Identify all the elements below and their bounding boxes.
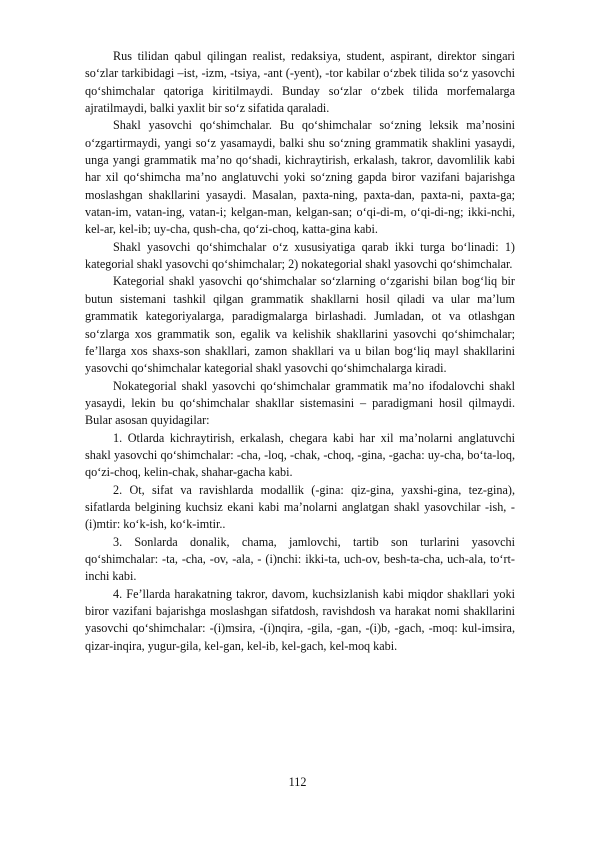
list-item-nouns: 1. Otlarda kichraytirish, erkalash, chegara kabi har xil ma’nolarni anglatuvchi shakl yasovchi qo‘shimchalar: -cha, -loq, -chak, -choq, -gina, -gacha: uy-cha, bo‘ta-loq, qo‘zi-choq, kelin-chak, shahar-gacha kabi.: [85, 430, 515, 480]
list-item-verbs: 4. Fe’llarda harakatning takror, davom, kuchsizlanish kabi miqdor shakllari yoki biror vazifani bajarishga moslashgan sifatdosh, ravishdosh va harakat nomi shakllarini yasovchi qo‘shimchalar: -(i)msira, -(i)nqira, -gila, -gan, -(i)b, -gach, -moq: kul-imsira, qizar-inqira, yugur-gila, kel-gan, kel-ib, kel-gach, kel-moq kabi.: [85, 586, 515, 653]
paragraph-noncategorial-suffixes: Nokategorial shakl yasovchi qo‘shimchalar grammatik ma’no ifodalovchi shakl yasaydi, lekin bu qo‘shimchalar shakllar sistemasini – paradigmani hosil qilmaydi. Bular asosan quyidagilar:: [85, 378, 515, 428]
paragraph-categorial-suffixes: Kategorial shakl yasovchi qo‘shimchalar so‘zlarning o‘zgarishi bilan bog‘liq bir butun sistemani tashkil qilgan grammatik shakllarni hosil qiladi va ular ma’lum grammatik kategoriyalarga, paradigmalarga birlashadi. Jumladan, ot va otlashgan so‘zlarga xos grammatik son, egalik va kelishik shakllarini yasovchi qo‘shimchalar; fe’llarga xos shaxs-son shakllari, zamon shakllari va u bilan bog‘liq mayl shakllarini yasovchi qo‘shimchalar kategorial shakl yasovchi qo‘shimchalarga kiradi.: [85, 274, 515, 376]
paragraph-two-types: Shakl yasovchi qo‘shimchalar o‘z xususiyatiga qarab ikki turga bo‘linadi: 1) kategorial shakl yasovchi qo‘shimchalar; 2) nokategorial shakl yasovchi qo‘shimchalar.: [85, 239, 515, 272]
page-number: 112: [288, 775, 307, 789]
list-item-adjectives-adverbs: 2. Ot, sifat va ravishlarda modallik (-gina: qiz-gina, yaxshi-gina, tez-gina), sifatlarda belgining kuchsiz ekani kabi ma’nolarni anglatgan shakl yasovchilar -ish, - (i)mtir: ko‘k-ish, ko‘k-imtir..: [85, 482, 515, 532]
list-item-numerals: 3. Sonlarda donalik, chama, jamlovchi, tartib son turlarini yasovchi qo‘shimchalar: -ta, -cha, -ov, -ala, - (i)nchi: ikki-ta, uch-ov, besh-ta-cha, uch-ala, to‘rt-inchi kabi.: [85, 534, 515, 584]
paragraph-borrowed-suffixes: Rus tilidan qabul qilingan realist, redaksiya, student, aspirant, direktor singari so‘zlar tarkibidagi –ist, -izm, -tsiya, -ant (-yent), -tor kabilar o‘zbek tilida so‘z yasovchi qo‘shimchalar qatoriga kiritilmaydi. Bunday so‘zlar o‘zbek tilida morfemalarga ajratilmaydi, balki yaxlit bir so‘z sifatida qaraladi.: [85, 49, 515, 116]
page-body: [85, 48, 515, 655]
paragraph-form-building-suffixes: Shakl yasovchi qo‘shimchalar. Bu qo‘shimchalar so‘zning leksik ma’nosini o‘zgartirmaydi, yangi so‘z yasamaydi, balki shu so‘zning grammatik shaklini yasaydi, unga yangi grammatik ma’no qo‘shadi, kichraytirish, erkalash, takror, davomlilik kabi har xil qo‘shimcha ma’no anglatuvchi yoki so‘zning gapda biror vazifani bajarishga moslashgan shakllarini yasaydi. Masalan, paxta-ning, paxta-dan, paxta-ni, paxta-ga; vatan-im, vatan-ing, vatan-i; kelgan-man, kelgan-san; o‘qi-di-m, o‘qi-di-ng; ikki-nchi, kel-ar, kel-ib; uy-cha, qush-cha, qo‘zi-choq, katta-gina kabi.: [85, 118, 515, 237]
